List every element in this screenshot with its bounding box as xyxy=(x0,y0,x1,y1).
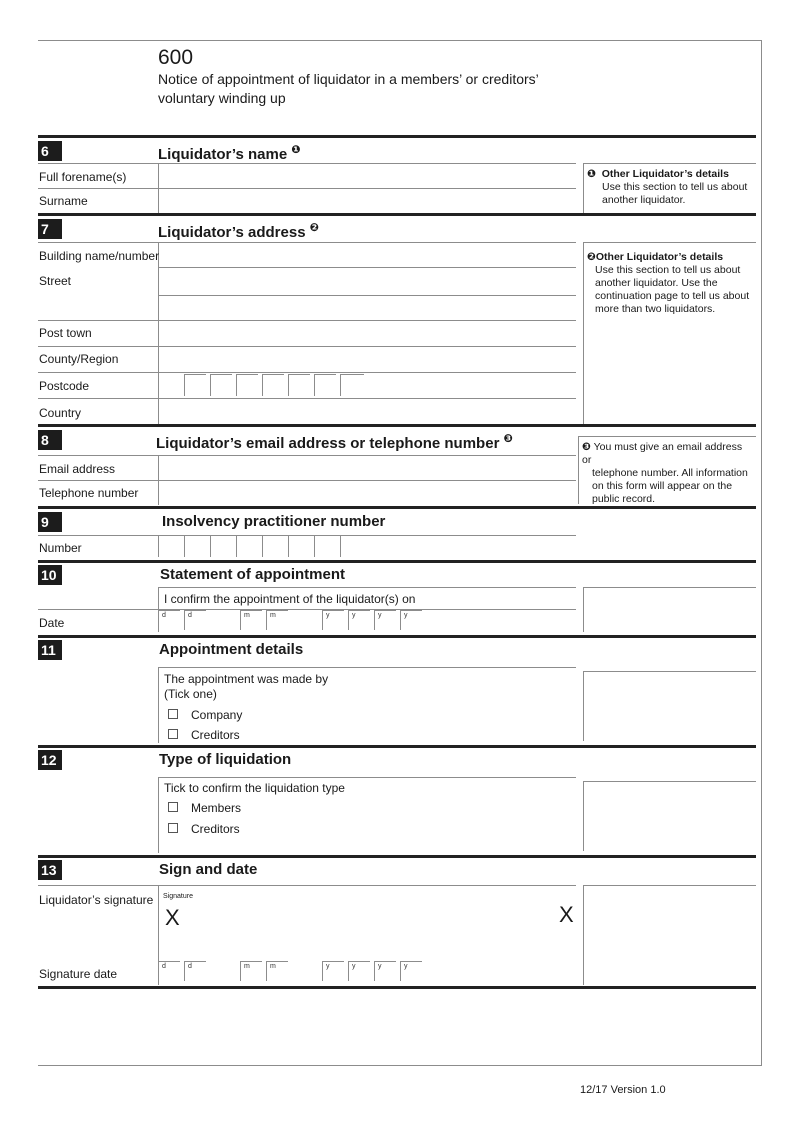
section-9-title: Insolvency practitioner number xyxy=(162,513,386,530)
section-13-number: 13 xyxy=(38,860,62,880)
email-input[interactable] xyxy=(162,458,572,478)
postcode-label: Postcode xyxy=(39,379,90,393)
section-13-rule xyxy=(38,855,756,858)
members-checkbox[interactable] xyxy=(168,802,178,812)
appointment-confirm-text: I confirm the appointment of the liquidator(s) on xyxy=(164,592,416,606)
sign-date-year-cell[interactable]: y xyxy=(374,961,396,981)
street-label: Street xyxy=(39,274,72,288)
company-checkbox[interactable] xyxy=(168,709,178,719)
sign-date-year-cell[interactable]: y xyxy=(348,961,370,981)
section-6-title: Liquidator’s name $^❶$ xyxy=(158,144,301,163)
signature-date-label: Signature date xyxy=(39,967,118,981)
note-2-marker: ❷ xyxy=(587,251,596,263)
email-label: Email address xyxy=(39,462,116,476)
section-10-title: Statement of appointment xyxy=(160,566,346,583)
sign-date-month-cell[interactable]: m xyxy=(266,961,288,981)
phone-label: Telephone number xyxy=(39,486,139,500)
post-town-input[interactable] xyxy=(162,323,572,343)
creditors-appointment-checkbox[interactable] xyxy=(168,729,178,739)
ip-number-cell[interactable] xyxy=(210,535,232,557)
phone-input[interactable] xyxy=(162,483,572,503)
section-10-number: 10 xyxy=(38,565,62,585)
section-9-rule xyxy=(38,506,756,509)
date-year-cell[interactable]: y xyxy=(400,610,422,630)
appointment-made-by-text: The appointment was made by xyxy=(164,672,329,686)
note-marker-1: ❶ xyxy=(291,144,301,156)
ip-number-cell[interactable] xyxy=(340,535,364,557)
ip-number-label: Number xyxy=(39,541,82,555)
section-8-title: Liquidator’s email address or telephone number $^❸$ xyxy=(156,433,513,452)
right-rule xyxy=(761,40,762,1066)
sign-here-mark-right: X xyxy=(559,902,574,927)
forenames-label: Full forename(s) xyxy=(39,170,127,184)
post-town-label: Post town xyxy=(39,326,92,340)
signature-box[interactable] xyxy=(160,888,576,946)
building-input[interactable] xyxy=(162,245,572,265)
postcode-cell[interactable] xyxy=(210,374,232,396)
top-rule xyxy=(38,40,762,41)
sign-here-mark-left: X xyxy=(165,905,180,930)
date-year-cell[interactable]: y xyxy=(374,610,396,630)
building-label: Building name/number xyxy=(39,249,160,263)
section-7-rule xyxy=(38,213,756,216)
postcode-cell[interactable] xyxy=(262,374,284,396)
creditors-type-checkbox[interactable] xyxy=(168,823,178,833)
section-11-number: 11 xyxy=(38,640,62,660)
ip-number-cell[interactable] xyxy=(236,535,258,557)
ip-number-cell[interactable] xyxy=(262,535,284,557)
company-option-label: Company xyxy=(191,708,243,722)
section-9-number: 9 xyxy=(38,512,62,532)
date-day-cell[interactable]: d xyxy=(158,610,180,630)
tick-one-text: (Tick one) xyxy=(164,687,217,701)
date-day-cell[interactable]: d xyxy=(184,610,206,630)
section-7-title: Liquidator’s address $^❷$ xyxy=(158,222,320,241)
forenames-input[interactable] xyxy=(162,166,572,186)
members-option-label: Members xyxy=(191,801,242,815)
note-marker-3: ❸ xyxy=(503,433,513,445)
section-13-bottom-rule xyxy=(38,986,756,989)
surname-label: Surname xyxy=(39,194,88,208)
form-title-line2: voluntary winding up xyxy=(158,90,286,106)
date-year-cell[interactable]: y xyxy=(348,610,370,630)
note-3: ❸ You must give an email address or telephone number. All information on this form will appear on the public record. xyxy=(582,441,748,505)
date-month-cell[interactable]: m xyxy=(240,610,262,630)
section-10-rule xyxy=(38,560,756,563)
postcode-cell[interactable] xyxy=(314,374,336,396)
section-11-rule xyxy=(38,635,756,638)
creditors-appointment-label: Creditors xyxy=(191,728,240,742)
liquidation-type-text: Tick to confirm the liquidation type xyxy=(164,781,345,795)
signature-box-label: Signature xyxy=(163,893,193,900)
country-label: Country xyxy=(39,406,82,420)
section-7-number: 7 xyxy=(38,219,62,239)
section-12-number: 12 xyxy=(38,750,62,770)
postcode-cell[interactable] xyxy=(288,374,310,396)
note-3-marker: ❸ xyxy=(582,441,591,453)
bottom-rule xyxy=(38,1065,762,1066)
ip-number-cell[interactable] xyxy=(314,535,336,557)
form-version: 12/17 Version 1.0 xyxy=(580,1084,666,1096)
appointment-date-label: Date xyxy=(39,616,65,630)
county-label: County/Region xyxy=(39,352,119,366)
sign-date-day-cell[interactable]: d xyxy=(184,961,206,981)
sign-date-year-cell[interactable]: y xyxy=(322,961,344,981)
sign-date-month-cell[interactable]: m xyxy=(240,961,262,981)
signature-label: Liquidator’s signature xyxy=(39,893,154,907)
note-marker-2: ❷ xyxy=(309,222,320,234)
section-6-rule xyxy=(38,135,756,138)
street-input-2[interactable] xyxy=(162,298,572,318)
sign-date-day-cell[interactable]: d xyxy=(158,961,180,981)
section-8-number: 8 xyxy=(38,430,62,450)
postcode-cell[interactable] xyxy=(340,374,364,396)
creditors-type-label: Creditors xyxy=(191,822,240,836)
surname-input[interactable] xyxy=(162,191,572,211)
street-input-1[interactable] xyxy=(162,270,572,290)
date-year-cell[interactable]: y xyxy=(322,610,344,630)
ip-number-cell[interactable] xyxy=(158,535,180,557)
ip-number-cell[interactable] xyxy=(288,535,310,557)
section-8-rule xyxy=(38,424,756,427)
postcode-cell[interactable] xyxy=(236,374,258,396)
note-2: ❷Other Liquidator’s details Use this section to tell us about another liquidator. Use the continuation page to tell us about more than two liquidators. xyxy=(587,251,750,315)
section-11-title: Appointment details xyxy=(159,641,304,658)
county-input[interactable] xyxy=(162,349,572,369)
form-title-line1: Notice of appointment of liquidator in a members’ or creditors’ xyxy=(158,71,539,87)
country-input[interactable] xyxy=(162,402,572,422)
postcode-cell[interactable] xyxy=(184,374,206,396)
section-12-title: Type of liquidation xyxy=(159,751,292,768)
note-1: ❶ Other Liquidator’s details Use this section to tell us about another liquidator. xyxy=(587,168,748,206)
section-13-title: Sign and date xyxy=(159,861,258,878)
section-12-rule xyxy=(38,745,756,748)
form-number: 600 xyxy=(158,46,194,69)
note-1-marker: ❶ xyxy=(587,168,596,180)
section-6-number: 6 xyxy=(38,141,62,161)
ip-number-cell[interactable] xyxy=(184,535,206,557)
date-month-cell[interactable]: m xyxy=(266,610,288,630)
sign-date-year-cell[interactable]: y xyxy=(400,961,422,981)
